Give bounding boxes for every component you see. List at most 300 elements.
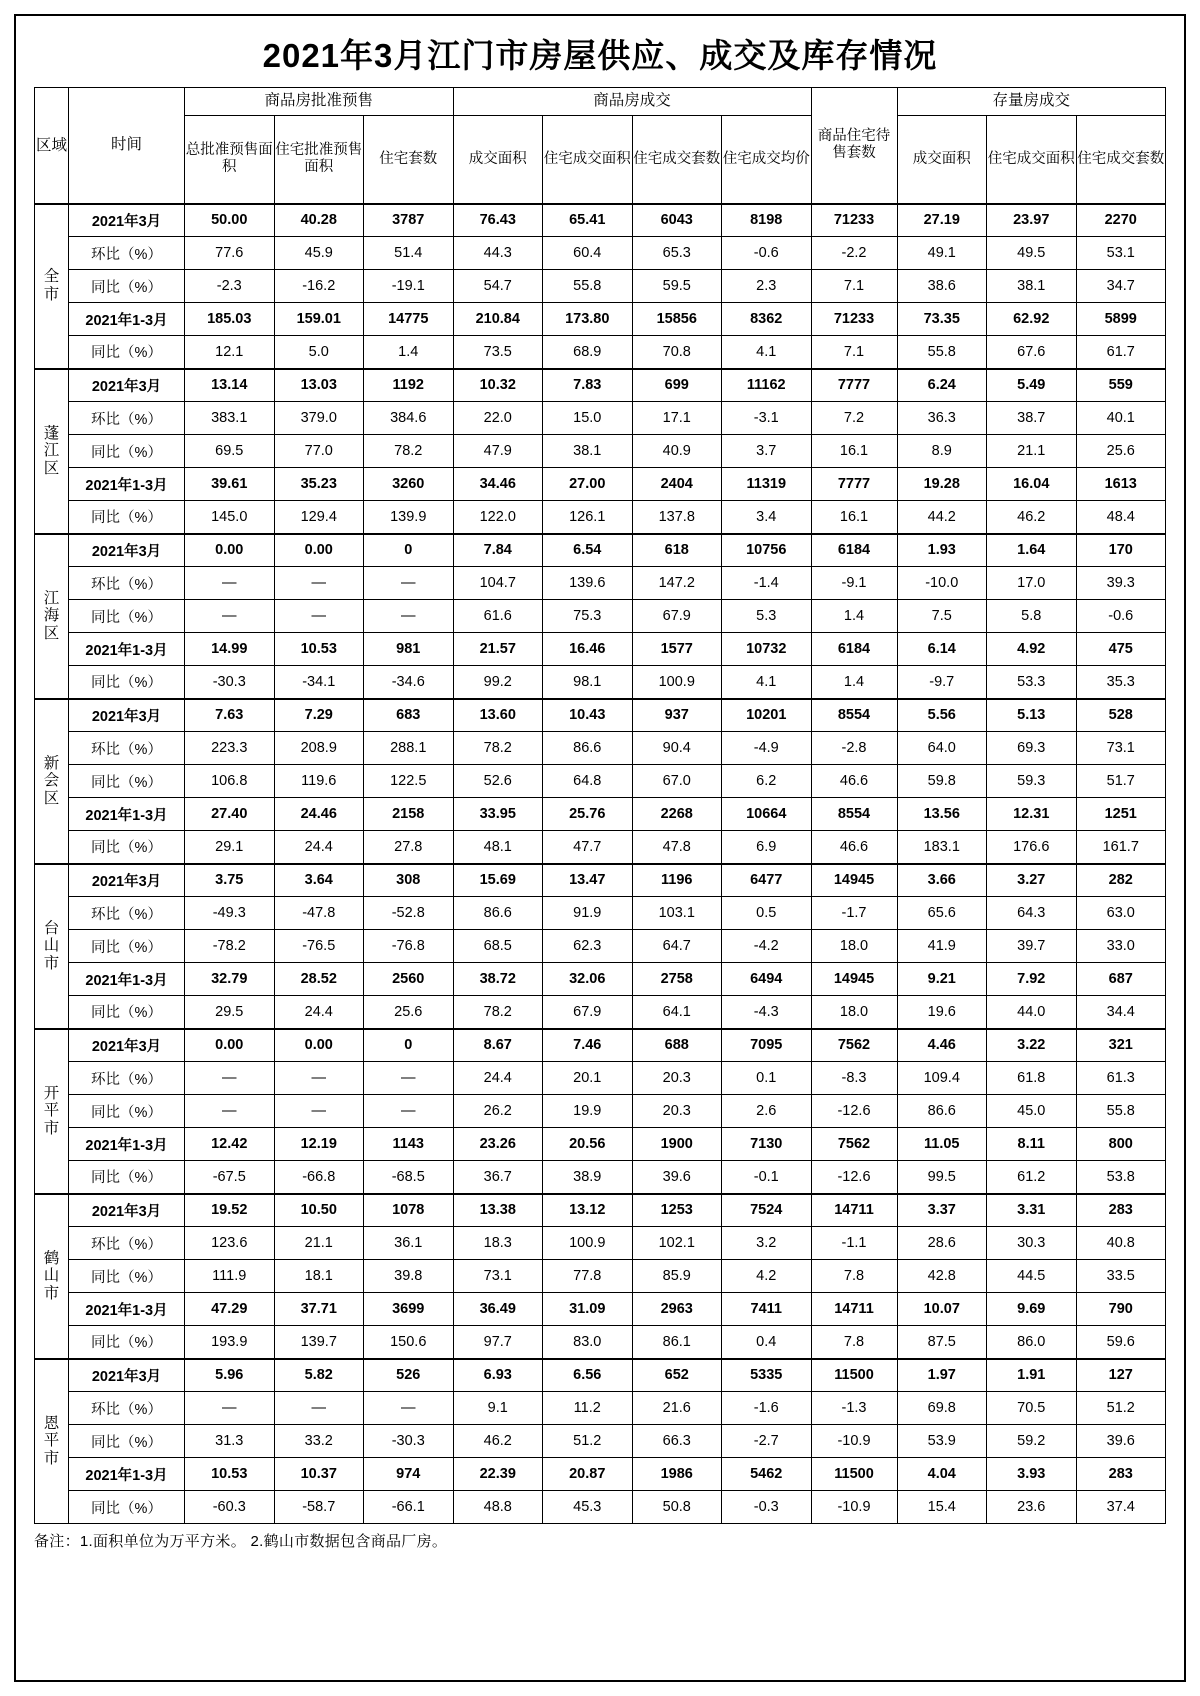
data-cell: 0 bbox=[364, 534, 454, 567]
data-cell: 41.9 bbox=[897, 930, 987, 963]
data-cell: 6.24 bbox=[897, 369, 987, 402]
data-cell: 64.0 bbox=[897, 732, 987, 765]
region-label: 江 海 区 bbox=[43, 589, 60, 642]
data-cell: 49.1 bbox=[897, 237, 987, 270]
period-label-cell: 2021年1-3月 bbox=[69, 798, 185, 831]
data-cell: 61.7 bbox=[1076, 336, 1166, 369]
data-cell: — bbox=[364, 567, 454, 600]
data-cell: 36.1 bbox=[364, 1227, 454, 1260]
header-col-residential-transaction-units: 住宅成交套数 bbox=[632, 116, 722, 204]
table-row bbox=[35, 864, 1166, 897]
data-cell: 9.21 bbox=[897, 963, 987, 996]
data-cell: 122.0 bbox=[453, 501, 543, 534]
data-cell: 42.8 bbox=[897, 1260, 987, 1293]
data-cell: 23.97 bbox=[987, 204, 1077, 237]
data-cell: 44.0 bbox=[987, 996, 1077, 1029]
data-cell: 61.8 bbox=[987, 1062, 1077, 1095]
data-cell: 53.1 bbox=[1076, 237, 1166, 270]
region-cell bbox=[35, 1194, 69, 1359]
region-cell bbox=[35, 1029, 69, 1194]
data-cell: 10.53 bbox=[185, 1458, 275, 1491]
data-cell: 15.69 bbox=[453, 864, 543, 897]
data-cell: 67.9 bbox=[632, 600, 722, 633]
data-cell: 800 bbox=[1076, 1128, 1166, 1161]
data-cell: 71233 bbox=[811, 204, 897, 237]
header-col-residential-avg-price: 住宅成交均价 bbox=[722, 116, 812, 204]
data-cell: 77.0 bbox=[274, 435, 364, 468]
data-cell: -4.3 bbox=[722, 996, 812, 1029]
data-cell: 2.3 bbox=[722, 270, 812, 303]
data-cell: 14945 bbox=[811, 963, 897, 996]
table-row bbox=[35, 204, 1166, 237]
data-cell: 46.2 bbox=[987, 501, 1077, 534]
data-cell: 53.9 bbox=[897, 1425, 987, 1458]
table-row bbox=[35, 1029, 1166, 1062]
table-row bbox=[35, 369, 1166, 402]
data-cell: 308 bbox=[364, 864, 454, 897]
data-cell: 61.3 bbox=[1076, 1062, 1166, 1095]
data-cell: 559 bbox=[1076, 369, 1166, 402]
data-cell: 7411 bbox=[722, 1293, 812, 1326]
data-cell: 7.2 bbox=[811, 402, 897, 435]
data-cell: — bbox=[274, 1095, 364, 1128]
data-cell: 185.03 bbox=[185, 303, 275, 336]
data-cell: -16.2 bbox=[274, 270, 364, 303]
data-cell: 3260 bbox=[364, 468, 454, 501]
data-cell: -67.5 bbox=[185, 1161, 275, 1194]
data-cell: 7.84 bbox=[453, 534, 543, 567]
data-cell: 126.1 bbox=[543, 501, 633, 534]
data-cell: 145.0 bbox=[185, 501, 275, 534]
data-cell: 61.2 bbox=[987, 1161, 1077, 1194]
data-cell: 30.3 bbox=[987, 1227, 1077, 1260]
data-cell: 59.8 bbox=[897, 765, 987, 798]
data-cell: 7.92 bbox=[987, 963, 1077, 996]
data-cell: 16.46 bbox=[543, 633, 633, 666]
data-cell: 2268 bbox=[632, 798, 722, 831]
data-cell: 69.8 bbox=[897, 1392, 987, 1425]
data-cell: 39.3 bbox=[1076, 567, 1166, 600]
data-cell: 183.1 bbox=[897, 831, 987, 864]
data-cell: 64.8 bbox=[543, 765, 633, 798]
data-cell: 51.2 bbox=[1076, 1392, 1166, 1425]
data-cell: 5899 bbox=[1076, 303, 1166, 336]
data-cell: 45.9 bbox=[274, 237, 364, 270]
header-col-residential-presale-area: 住宅批准预售面积 bbox=[274, 116, 364, 204]
data-cell: -12.6 bbox=[811, 1161, 897, 1194]
table-row bbox=[35, 1260, 1166, 1293]
data-cell: -0.1 bbox=[722, 1161, 812, 1194]
header-col-stock-transaction-area: 成交面积 bbox=[897, 116, 987, 204]
data-cell: -9.7 bbox=[897, 666, 987, 699]
data-cell: 2560 bbox=[364, 963, 454, 996]
data-cell: 27.40 bbox=[185, 798, 275, 831]
table-row bbox=[35, 567, 1166, 600]
data-cell: 86.1 bbox=[632, 1326, 722, 1359]
data-cell: — bbox=[185, 1095, 275, 1128]
data-cell: 86.6 bbox=[543, 732, 633, 765]
data-cell: 688 bbox=[632, 1029, 722, 1062]
data-cell: 1196 bbox=[632, 864, 722, 897]
data-cell: 62.3 bbox=[543, 930, 633, 963]
data-cell: 10.32 bbox=[453, 369, 543, 402]
data-cell: — bbox=[274, 600, 364, 633]
data-cell: 39.8 bbox=[364, 1260, 454, 1293]
data-cell: 98.1 bbox=[543, 666, 633, 699]
data-cell: 150.6 bbox=[364, 1326, 454, 1359]
data-cell: 36.49 bbox=[453, 1293, 543, 1326]
data-cell: 139.9 bbox=[364, 501, 454, 534]
data-cell: 67.0 bbox=[632, 765, 722, 798]
table-row bbox=[35, 732, 1166, 765]
data-cell: 78.2 bbox=[453, 732, 543, 765]
data-cell: -1.3 bbox=[811, 1392, 897, 1425]
table-row bbox=[35, 798, 1166, 831]
data-cell: 161.7 bbox=[1076, 831, 1166, 864]
data-cell: 50.8 bbox=[632, 1491, 722, 1524]
data-cell: -10.9 bbox=[811, 1425, 897, 1458]
data-cell: 23.6 bbox=[987, 1491, 1077, 1524]
data-cell: 9.69 bbox=[987, 1293, 1077, 1326]
data-cell: 18.0 bbox=[811, 930, 897, 963]
period-label-cell: 2021年3月 bbox=[69, 699, 185, 732]
data-cell: 12.19 bbox=[274, 1128, 364, 1161]
period-label-cell: 2021年3月 bbox=[69, 864, 185, 897]
region-label: 新 会 区 bbox=[43, 754, 60, 807]
data-cell: 106.8 bbox=[185, 765, 275, 798]
housing-statistics-table bbox=[34, 87, 1166, 1524]
data-cell: 159.01 bbox=[274, 303, 364, 336]
data-cell: -60.3 bbox=[185, 1491, 275, 1524]
data-cell: 20.3 bbox=[632, 1095, 722, 1128]
data-cell: 78.2 bbox=[364, 435, 454, 468]
data-cell: 59.5 bbox=[632, 270, 722, 303]
region-label: 开 平 市 bbox=[43, 1084, 60, 1137]
data-cell: — bbox=[364, 1095, 454, 1128]
data-cell: 55.8 bbox=[543, 270, 633, 303]
data-cell: 47.8 bbox=[632, 831, 722, 864]
data-cell: 63.0 bbox=[1076, 897, 1166, 930]
table-row bbox=[35, 1458, 1166, 1491]
data-cell: -34.6 bbox=[364, 666, 454, 699]
data-cell: 8.9 bbox=[897, 435, 987, 468]
period-label-cell: 2021年3月 bbox=[69, 369, 185, 402]
data-cell: 3.66 bbox=[897, 864, 987, 897]
data-cell: 1253 bbox=[632, 1194, 722, 1227]
period-label-cell: 同比（%） bbox=[69, 1491, 185, 1524]
data-cell: 68.5 bbox=[453, 930, 543, 963]
data-cell: 139.7 bbox=[274, 1326, 364, 1359]
data-cell: 10732 bbox=[722, 633, 812, 666]
header-col-stock-residential-units: 住宅成交套数 bbox=[1076, 116, 1166, 204]
table-row bbox=[35, 699, 1166, 732]
data-cell: 3.2 bbox=[722, 1227, 812, 1260]
data-cell: 2404 bbox=[632, 468, 722, 501]
data-cell: 14.99 bbox=[185, 633, 275, 666]
data-cell: 13.14 bbox=[185, 369, 275, 402]
data-cell: 46.6 bbox=[811, 831, 897, 864]
period-label-cell: 2021年1-3月 bbox=[69, 1293, 185, 1326]
data-cell: 12.1 bbox=[185, 336, 275, 369]
table-note: 备注：1.面积单位为万平方米。 2.鹤山市数据包含商品厂房。 bbox=[34, 1533, 448, 1550]
region-label: 鹤 山 市 bbox=[43, 1249, 60, 1302]
period-label-cell: 2021年3月 bbox=[69, 1194, 185, 1227]
table-row bbox=[35, 1392, 1166, 1425]
data-cell: 99.5 bbox=[897, 1161, 987, 1194]
region-label: 全 市 bbox=[43, 268, 60, 303]
data-cell: 282 bbox=[1076, 864, 1166, 897]
data-cell: 7130 bbox=[722, 1128, 812, 1161]
table-row bbox=[35, 897, 1166, 930]
data-cell: 13.56 bbox=[897, 798, 987, 831]
data-cell: 8198 bbox=[722, 204, 812, 237]
data-cell: 18.3 bbox=[453, 1227, 543, 1260]
period-label-cell: 同比（%） bbox=[69, 501, 185, 534]
data-cell: 7562 bbox=[811, 1128, 897, 1161]
data-cell: 103.1 bbox=[632, 897, 722, 930]
header-time: 时间 bbox=[69, 88, 185, 204]
period-label-cell: 同比（%） bbox=[69, 1260, 185, 1293]
data-cell: -66.8 bbox=[274, 1161, 364, 1194]
data-cell: 13.03 bbox=[274, 369, 364, 402]
data-cell: 790 bbox=[1076, 1293, 1166, 1326]
data-cell: 24.4 bbox=[274, 996, 364, 1029]
data-cell: 6043 bbox=[632, 204, 722, 237]
data-cell: 7.8 bbox=[811, 1260, 897, 1293]
header-col-stock-residential-area: 住宅成交面积 bbox=[987, 116, 1077, 204]
data-cell: 6.14 bbox=[897, 633, 987, 666]
table-row bbox=[35, 1491, 1166, 1524]
data-cell: 4.04 bbox=[897, 1458, 987, 1491]
region-cell bbox=[35, 534, 69, 699]
table-row bbox=[35, 1425, 1166, 1458]
table-row bbox=[35, 996, 1166, 1029]
data-cell: 50.00 bbox=[185, 204, 275, 237]
data-cell: 7.83 bbox=[543, 369, 633, 402]
data-cell: 64.3 bbox=[987, 897, 1077, 930]
data-cell: 4.2 bbox=[722, 1260, 812, 1293]
data-cell: 1143 bbox=[364, 1128, 454, 1161]
data-cell: 13.12 bbox=[543, 1194, 633, 1227]
data-cell: 10664 bbox=[722, 798, 812, 831]
data-cell: 65.41 bbox=[543, 204, 633, 237]
table-row bbox=[35, 1326, 1166, 1359]
data-cell: — bbox=[185, 1062, 275, 1095]
data-cell: 31.09 bbox=[543, 1293, 633, 1326]
period-label-cell: 2021年1-3月 bbox=[69, 303, 185, 336]
data-cell: -8.3 bbox=[811, 1062, 897, 1095]
data-cell: 0.00 bbox=[185, 1029, 275, 1062]
data-cell: 1251 bbox=[1076, 798, 1166, 831]
data-cell: 22.0 bbox=[453, 402, 543, 435]
period-label-cell: 环比（%） bbox=[69, 897, 185, 930]
data-cell: 652 bbox=[632, 1359, 722, 1392]
data-cell: 70.8 bbox=[632, 336, 722, 369]
data-cell: 139.6 bbox=[543, 567, 633, 600]
data-cell: 19.52 bbox=[185, 1194, 275, 1227]
data-cell: 83.0 bbox=[543, 1326, 633, 1359]
data-cell: 5335 bbox=[722, 1359, 812, 1392]
data-cell: 8.67 bbox=[453, 1029, 543, 1062]
data-cell: 11500 bbox=[811, 1458, 897, 1491]
data-cell: 9.1 bbox=[453, 1392, 543, 1425]
data-cell: 10.53 bbox=[274, 633, 364, 666]
data-cell: 383.1 bbox=[185, 402, 275, 435]
data-cell: 27.19 bbox=[897, 204, 987, 237]
data-cell: 12.31 bbox=[987, 798, 1077, 831]
data-cell: 937 bbox=[632, 699, 722, 732]
period-label-cell: 环比（%） bbox=[69, 1227, 185, 1260]
data-cell: 2758 bbox=[632, 963, 722, 996]
header-group-presale: 商品房批准预售 bbox=[185, 88, 454, 116]
data-cell: 35.3 bbox=[1076, 666, 1166, 699]
data-cell: 176.6 bbox=[987, 831, 1077, 864]
data-cell: 475 bbox=[1076, 633, 1166, 666]
data-cell: -3.1 bbox=[722, 402, 812, 435]
header-row-columns bbox=[35, 116, 1166, 204]
data-cell: 119.6 bbox=[274, 765, 364, 798]
data-cell: 24.4 bbox=[453, 1062, 543, 1095]
data-cell: 3.7 bbox=[722, 435, 812, 468]
table-row bbox=[35, 1062, 1166, 1095]
data-cell: 16.1 bbox=[811, 501, 897, 534]
data-cell: 29.5 bbox=[185, 996, 275, 1029]
table-row bbox=[35, 765, 1166, 798]
data-cell: -30.3 bbox=[185, 666, 275, 699]
period-label-cell: 同比（%） bbox=[69, 1095, 185, 1128]
data-cell: 193.9 bbox=[185, 1326, 275, 1359]
data-cell: 18.0 bbox=[811, 996, 897, 1029]
data-cell: 47.7 bbox=[543, 831, 633, 864]
data-cell: 48.8 bbox=[453, 1491, 543, 1524]
data-cell: 69.5 bbox=[185, 435, 275, 468]
period-label-cell: 同比（%） bbox=[69, 1326, 185, 1359]
data-cell: 4.1 bbox=[722, 666, 812, 699]
period-label-cell: 2021年1-3月 bbox=[69, 963, 185, 996]
data-cell: 18.1 bbox=[274, 1260, 364, 1293]
data-cell: 6.54 bbox=[543, 534, 633, 567]
table-row bbox=[35, 435, 1166, 468]
data-cell: 38.6 bbox=[897, 270, 987, 303]
period-label-cell: 2021年1-3月 bbox=[69, 1458, 185, 1491]
data-cell: 31.3 bbox=[185, 1425, 275, 1458]
data-cell: 32.06 bbox=[543, 963, 633, 996]
data-cell: 53.3 bbox=[987, 666, 1077, 699]
data-cell: 65.3 bbox=[632, 237, 722, 270]
period-label-cell: 2021年1-3月 bbox=[69, 468, 185, 501]
data-cell: 6.93 bbox=[453, 1359, 543, 1392]
data-cell: -0.3 bbox=[722, 1491, 812, 1524]
data-cell: 7562 bbox=[811, 1029, 897, 1062]
data-cell: 26.2 bbox=[453, 1095, 543, 1128]
data-cell: -68.5 bbox=[364, 1161, 454, 1194]
data-cell: 36.7 bbox=[453, 1161, 543, 1194]
table-row bbox=[35, 1128, 1166, 1161]
data-cell: 55.8 bbox=[1076, 1095, 1166, 1128]
data-cell: -4.9 bbox=[722, 732, 812, 765]
data-cell: 66.3 bbox=[632, 1425, 722, 1458]
period-label-cell: 同比（%） bbox=[69, 1425, 185, 1458]
data-cell: 283 bbox=[1076, 1194, 1166, 1227]
data-cell: 6494 bbox=[722, 963, 812, 996]
data-cell: 33.0 bbox=[1076, 930, 1166, 963]
data-cell: 47.9 bbox=[453, 435, 543, 468]
data-cell: 14711 bbox=[811, 1293, 897, 1326]
data-cell: 17.1 bbox=[632, 402, 722, 435]
data-cell: 7.1 bbox=[811, 336, 897, 369]
data-cell: -4.2 bbox=[722, 930, 812, 963]
data-cell: 85.9 bbox=[632, 1260, 722, 1293]
data-cell: -76.8 bbox=[364, 930, 454, 963]
data-cell: 38.9 bbox=[543, 1161, 633, 1194]
data-cell: 65.6 bbox=[897, 897, 987, 930]
data-cell: 22.39 bbox=[453, 1458, 543, 1491]
data-cell: 15856 bbox=[632, 303, 722, 336]
data-cell: 39.61 bbox=[185, 468, 275, 501]
data-cell: -52.8 bbox=[364, 897, 454, 930]
period-label-cell: 2021年1-3月 bbox=[69, 633, 185, 666]
data-cell: 3.37 bbox=[897, 1194, 987, 1227]
data-cell: 7777 bbox=[811, 369, 897, 402]
data-cell: 34.7 bbox=[1076, 270, 1166, 303]
data-cell: 86.0 bbox=[987, 1326, 1077, 1359]
data-cell: 0.1 bbox=[722, 1062, 812, 1095]
data-cell: 73.35 bbox=[897, 303, 987, 336]
data-cell: 90.4 bbox=[632, 732, 722, 765]
data-cell: 1.4 bbox=[364, 336, 454, 369]
data-cell: 32.79 bbox=[185, 963, 275, 996]
header-group-stock: 存量房成交 bbox=[897, 88, 1166, 116]
data-cell: 321 bbox=[1076, 1029, 1166, 1062]
data-cell: — bbox=[185, 567, 275, 600]
region-cell bbox=[35, 1359, 69, 1524]
data-cell: 19.6 bbox=[897, 996, 987, 1029]
table-row bbox=[35, 666, 1166, 699]
data-cell: 6477 bbox=[722, 864, 812, 897]
data-cell: 86.6 bbox=[453, 897, 543, 930]
period-label-cell: 环比（%） bbox=[69, 732, 185, 765]
data-cell: 21.57 bbox=[453, 633, 543, 666]
data-cell: 10.07 bbox=[897, 1293, 987, 1326]
data-cell: -58.7 bbox=[274, 1491, 364, 1524]
data-cell: 99.2 bbox=[453, 666, 543, 699]
data-cell: 3.22 bbox=[987, 1029, 1077, 1062]
period-label-cell: 同比（%） bbox=[69, 600, 185, 633]
data-cell: -0.6 bbox=[1076, 600, 1166, 633]
data-cell: 6.56 bbox=[543, 1359, 633, 1392]
data-cell: 699 bbox=[632, 369, 722, 402]
data-cell: 40.9 bbox=[632, 435, 722, 468]
data-cell: 1577 bbox=[632, 633, 722, 666]
data-cell: -9.1 bbox=[811, 567, 897, 600]
data-cell: 137.8 bbox=[632, 501, 722, 534]
data-cell: 54.7 bbox=[453, 270, 543, 303]
data-cell: 20.56 bbox=[543, 1128, 633, 1161]
data-cell: 37.4 bbox=[1076, 1491, 1166, 1524]
table-row bbox=[35, 1227, 1166, 1260]
data-cell: 6.2 bbox=[722, 765, 812, 798]
data-cell: — bbox=[364, 1392, 454, 1425]
data-cell: 3699 bbox=[364, 1293, 454, 1326]
period-label-cell: 环比（%） bbox=[69, 402, 185, 435]
table-row bbox=[35, 336, 1166, 369]
period-label-cell: 2021年3月 bbox=[69, 204, 185, 237]
data-cell: 34.46 bbox=[453, 468, 543, 501]
page-title: 2021年3月江门市房屋供应、成交及库存情况 bbox=[262, 37, 938, 74]
data-cell: 33.5 bbox=[1076, 1260, 1166, 1293]
data-cell: 147.2 bbox=[632, 567, 722, 600]
data-cell: 64.1 bbox=[632, 996, 722, 1029]
